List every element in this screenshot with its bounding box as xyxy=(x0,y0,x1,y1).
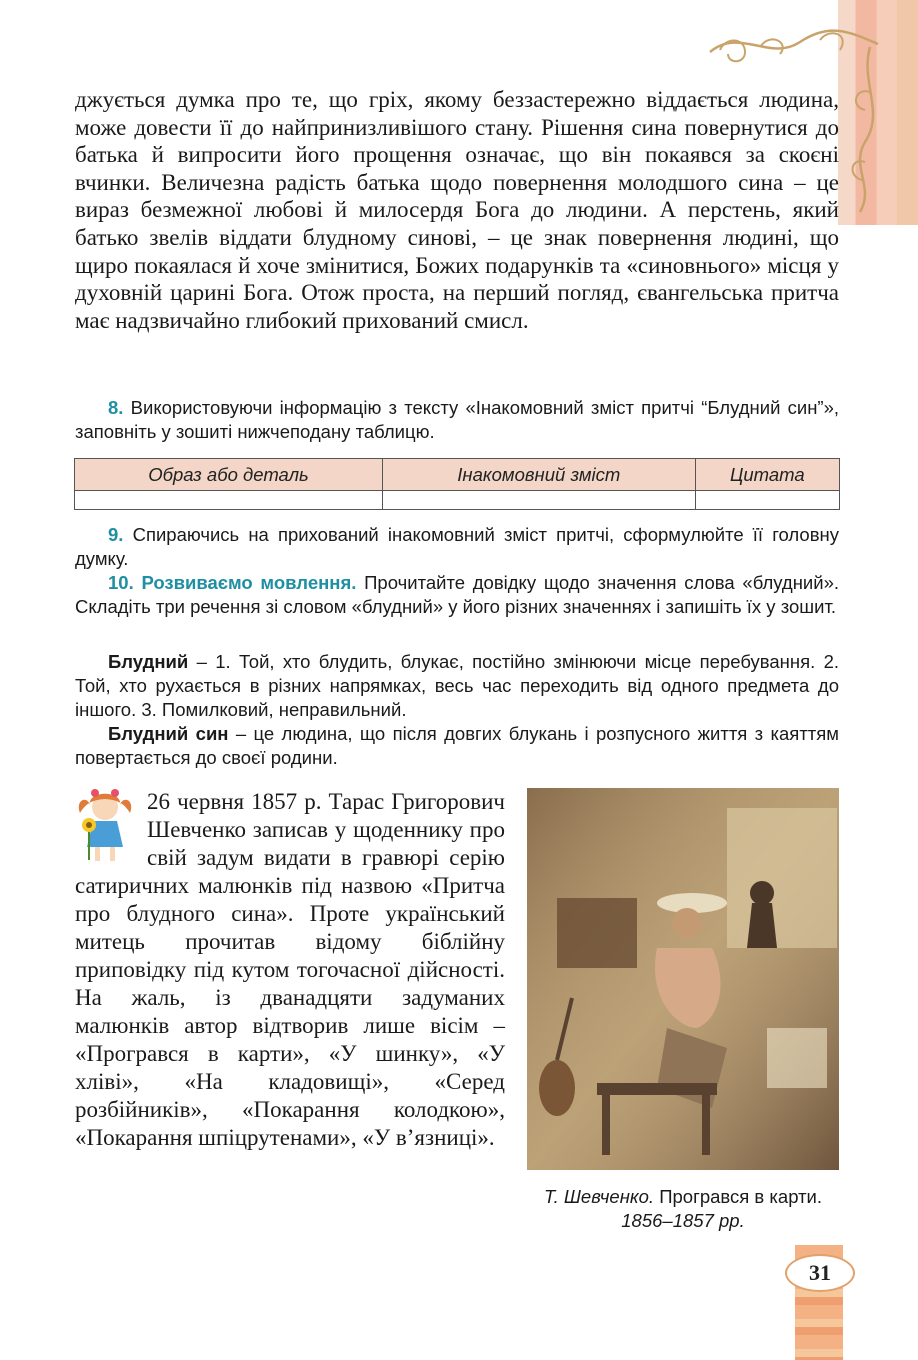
girl-with-flower-icon xyxy=(75,785,135,865)
table-header-image: Образ або деталь xyxy=(75,459,383,491)
task-9-text: Спираючись на прихований інакомовний зміст притчі, сформулюйте її головну думку. xyxy=(75,524,840,569)
caption-years: 1856–1857 рр. xyxy=(621,1210,745,1231)
definition-2 xyxy=(75,722,839,770)
table-cell xyxy=(75,491,383,510)
table-header-meaning: Інакомовний зміст xyxy=(383,459,696,491)
task-9-number: 9. xyxy=(108,524,124,545)
task-8-text: Використовуючи інформацію з тексту «Інакомовний зміст притчі “Блудний син”», заповніть у зошиті нижчеподану таблицю. xyxy=(75,397,840,442)
table-header-quote: Цитата xyxy=(695,459,839,491)
definition-2-text: – це людина, що після довгих блукань і розпусного життя з каяттям повертається до своєї родини. xyxy=(75,723,839,768)
painting-shevchenko-lost-at-cards xyxy=(527,788,839,1170)
main-paragraph: джується думка про те, що гріх, якому беззастережно віддається людина, може довести її до найпринизливішого стану. Рішення сина повернутися до батька й випросити його прощення означає, що він покаявся за скоєні вчинки. Величезна радість батька щодо повернення молодшого сина – це вираз безмежної любові й милосердя Бога до людини. А перстень, який батько звелів віддати блудному синові, – це знак повернення людині, що щиро покаялася й хоче змінитися, Божих подарунків та «синовнього» місця у духовній царині Бога. Отож проста, на перший погляд, євангельська притча має надзвичайно глибокий прихований смисл. xyxy=(75,87,839,333)
story-text: 26 червня 1857 р. Тарас Григорович Шевченко записав у щоденнику про свій задум видати в гравюрі серію сатиричних малюнків під назвою «Притча про блудного сина». Проте український митець прочитав відому біблійну приповідку під кутом тогочасної дійсності. На жаль, із дванадцяти задуманих малюнків автор відтворив лише вісім – «Програвся в карти», «У шинку», «У хліві», «На кладовищі», «Серед розбійників», «Покарання колодкою», «Покарання шпіцрутенами», «У в’язниці». xyxy=(75,789,505,1150)
table-cell xyxy=(695,491,839,510)
caption-author: Т. Шевченко. xyxy=(543,1186,655,1207)
task-9 xyxy=(75,523,839,571)
task-8 xyxy=(75,396,839,444)
task-8-number: 8. xyxy=(108,397,124,418)
page-number: 31 xyxy=(785,1254,855,1292)
definition-1-text: – 1. Той, хто блудить, блукає, постійно змінюючи місце перебування. 2. Той, хто рухається в різних напрямках, весь час переходить від одного предмета до іншого. 3. Помилковий, неправильний. xyxy=(75,651,839,720)
painting-caption xyxy=(527,1185,839,1233)
task-10 xyxy=(75,571,839,619)
task-10-heading: Розвиваємо мовлення. xyxy=(141,572,357,593)
table-row xyxy=(75,491,840,510)
task-10-text: Прочитайте довідку щодо значення слова «блудний». Складіть три речення зі словом «блудний» у його різних значеннях і запишіть їх у зошит. xyxy=(75,572,840,617)
caption-title: Програвся в карти. xyxy=(659,1186,823,1207)
table-cell xyxy=(383,491,696,510)
task-10-number: 10. xyxy=(108,572,134,593)
task-table xyxy=(74,458,840,510)
story-paragraph xyxy=(75,788,505,1152)
definition-1-term: Блудний xyxy=(108,651,189,672)
definition-1 xyxy=(75,650,839,722)
definition-2-term: Блудний син xyxy=(108,723,229,744)
